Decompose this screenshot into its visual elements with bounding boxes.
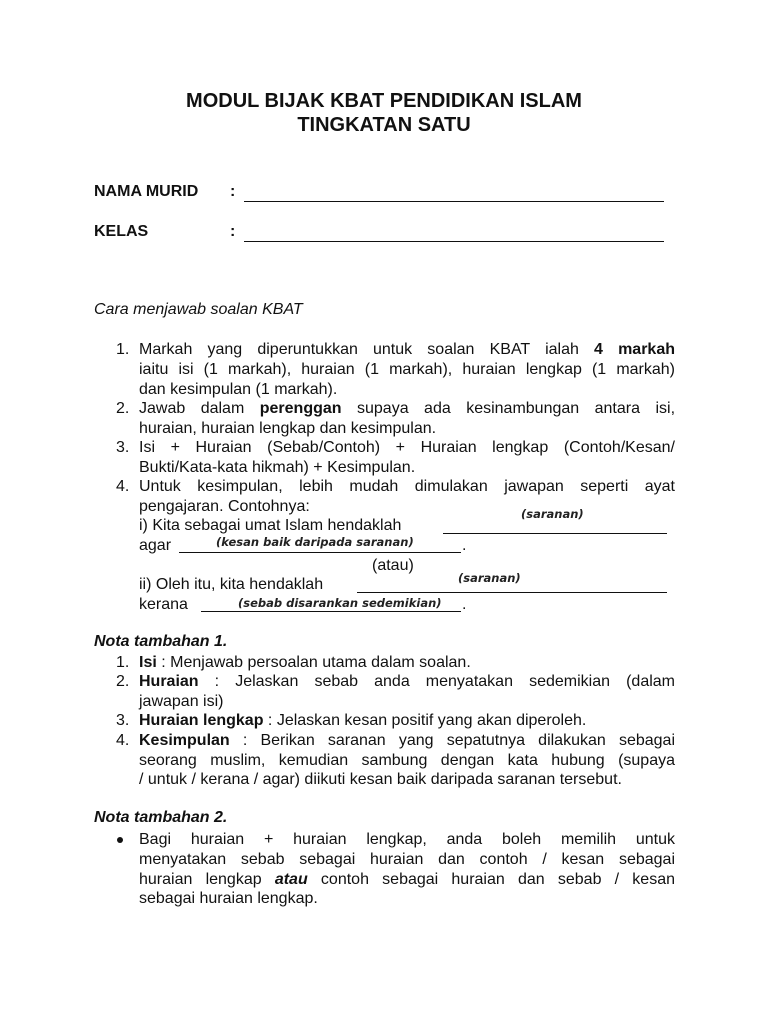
cara-item-2-number: 2. <box>116 400 130 417</box>
example-2-text: ii) Oleh itu, kita hendaklah <box>139 576 324 593</box>
document-subtitle: TINGKATAN SATU <box>297 114 471 136</box>
cara-item-1-emphasis: 4 markah <box>594 341 676 358</box>
nota-2-line-4: sebagai huraian lengkap. <box>139 890 318 907</box>
example-1-hint: (saranan) <box>521 507 584 521</box>
example-2-kerana: kerana <box>139 596 188 613</box>
nota-1-term-huraian-lengkap: Huraian lengkap <box>139 712 264 729</box>
cara-item-1-text: Markah yang diperuntukkan untuk soalan KBAT ialah <box>139 341 595 358</box>
cara-item-2-line-1 <box>139 399 675 419</box>
nota-1-item-4-number: 4. <box>116 732 130 749</box>
example-2-blank[interactable] <box>357 592 667 593</box>
nota-2-line-3-c: contoh sebagai huraian dan sebab / kesan <box>307 871 676 888</box>
cara-item-2-emphasis: perenggan <box>259 400 342 417</box>
nota-2-line-3 <box>139 870 675 890</box>
kelas-label: KELAS <box>94 223 149 240</box>
kelas-blank[interactable] <box>244 225 664 242</box>
nota-1-item-4-line-3: / untuk / kerana / agar) diikuti kesan baik daripada saranan tersebut. <box>139 771 622 788</box>
example-2-hint: (saranan) <box>458 571 521 585</box>
nama-murid-blank[interactable] <box>244 185 664 202</box>
nota-1-item-1-desc: : Menjawab persoalan utama dalam soalan. <box>156 654 471 671</box>
cara-item-4-number: 4. <box>116 478 130 495</box>
cara-item-3-line-1: Isi + Huraian (Sebab/Contoh) + Huraian lengkap (Contoh/Kesan/ <box>139 439 675 456</box>
bullet-icon <box>117 837 123 843</box>
nota-1-term-kesimpulan: Kesimpulan <box>139 732 230 749</box>
cara-item-2-text-a: Jawab dalam <box>139 400 260 417</box>
nama-murid-label: NAMA MURID <box>94 183 199 200</box>
nota-1-item-3 <box>139 711 586 731</box>
nota-1-term-huraian: Huraian <box>139 673 199 690</box>
nota-1-item-4-desc: : Berikan saranan yang sepatutnya dilakukan sebagai <box>229 732 675 749</box>
cara-item-1-line-2: iaitu isi (1 markah), huraian (1 markah), huraian lengkap (1 markah) <box>139 361 675 378</box>
example-1-agar: agar <box>139 537 172 554</box>
nota-2-line-3-a: huraian lengkap <box>139 871 275 888</box>
nota-1-item-1-number: 1. <box>116 654 130 671</box>
nota-1-heading: Nota tambahan 1. <box>94 633 228 650</box>
nota-1-item-2-line-1 <box>139 672 675 692</box>
nota-1-item-2-number: 2. <box>116 673 130 690</box>
kelas-colon: : <box>230 223 236 240</box>
example-1-blank[interactable] <box>443 533 667 534</box>
nama-murid-colon: : <box>230 183 236 200</box>
kelas-field <box>94 222 664 242</box>
example-1-agar-blank[interactable] <box>179 552 461 553</box>
cara-item-4-line-1: Untuk kesimpulan, lebih mudah dimulakan jawapan seperti ayat <box>139 478 675 495</box>
nota-1-item-1 <box>139 653 471 673</box>
cara-item-1-number: 1. <box>116 341 130 358</box>
nota-1-item-3-number: 3. <box>116 712 130 729</box>
cara-item-1-line-1 <box>139 340 675 360</box>
example-1-agar-hint: (kesan baik daripada saranan) <box>216 535 414 549</box>
nota-1-item-2-desc: : Jelaskan sebab anda menyatakan sedemikian (dalam <box>198 673 675 690</box>
cara-heading: Cara menjawab soalan KBAT <box>94 301 303 318</box>
nota-2-line-1: Bagi huraian + huraian lengkap, anda boleh memilih untuk <box>139 831 675 848</box>
nama-murid-field <box>94 182 664 202</box>
nota-2-line-2: menyatakan sebab sebagai huraian dan contoh / kesan sebagai <box>139 851 675 868</box>
cara-item-2-line-2: huraian, huraian lengkap dan kesimpulan. <box>139 420 437 437</box>
nota-1-item-2-line-2: jawapan isi) <box>139 693 224 710</box>
cara-item-3-line-2: Bukti/Kata-kata hikmah) + Kesimpulan. <box>139 459 416 476</box>
nota-2-atau: atau <box>274 871 308 888</box>
example-1-text: i) Kita sebagai umat Islam hendaklah <box>139 517 402 534</box>
nota-1-item-4-line-1 <box>139 731 675 751</box>
nota-2-heading: Nota tambahan 2. <box>94 809 228 826</box>
atau-label: (atau) <box>372 557 414 574</box>
nota-1-item-3-desc: : Jelaskan kesan positif yang akan diperoleh. <box>263 712 587 729</box>
cara-item-2-text-b: supaya ada kesinambungan antara isi, <box>341 400 676 417</box>
nota-1-item-4-line-2: seorang muslim, kemudian sambung dengan kata hubung (supaya <box>139 752 675 769</box>
nota-1-term-isi: Isi <box>139 654 157 671</box>
cara-item-1-line-3: dan kesimpulan (1 markah). <box>139 381 338 398</box>
example-1-period: . <box>462 537 467 554</box>
cara-item-3-number: 3. <box>116 439 130 456</box>
document-title: MODUL BIJAK KBAT PENDIDIKAN ISLAM <box>186 90 582 112</box>
example-2-kerana-blank[interactable] <box>201 611 461 612</box>
cara-item-4-line-2: pengajaran. Contohnya: <box>139 498 310 515</box>
example-2-period: . <box>462 596 467 613</box>
example-2-kerana-hint: (sebab disarankan sedemikian) <box>238 596 442 610</box>
